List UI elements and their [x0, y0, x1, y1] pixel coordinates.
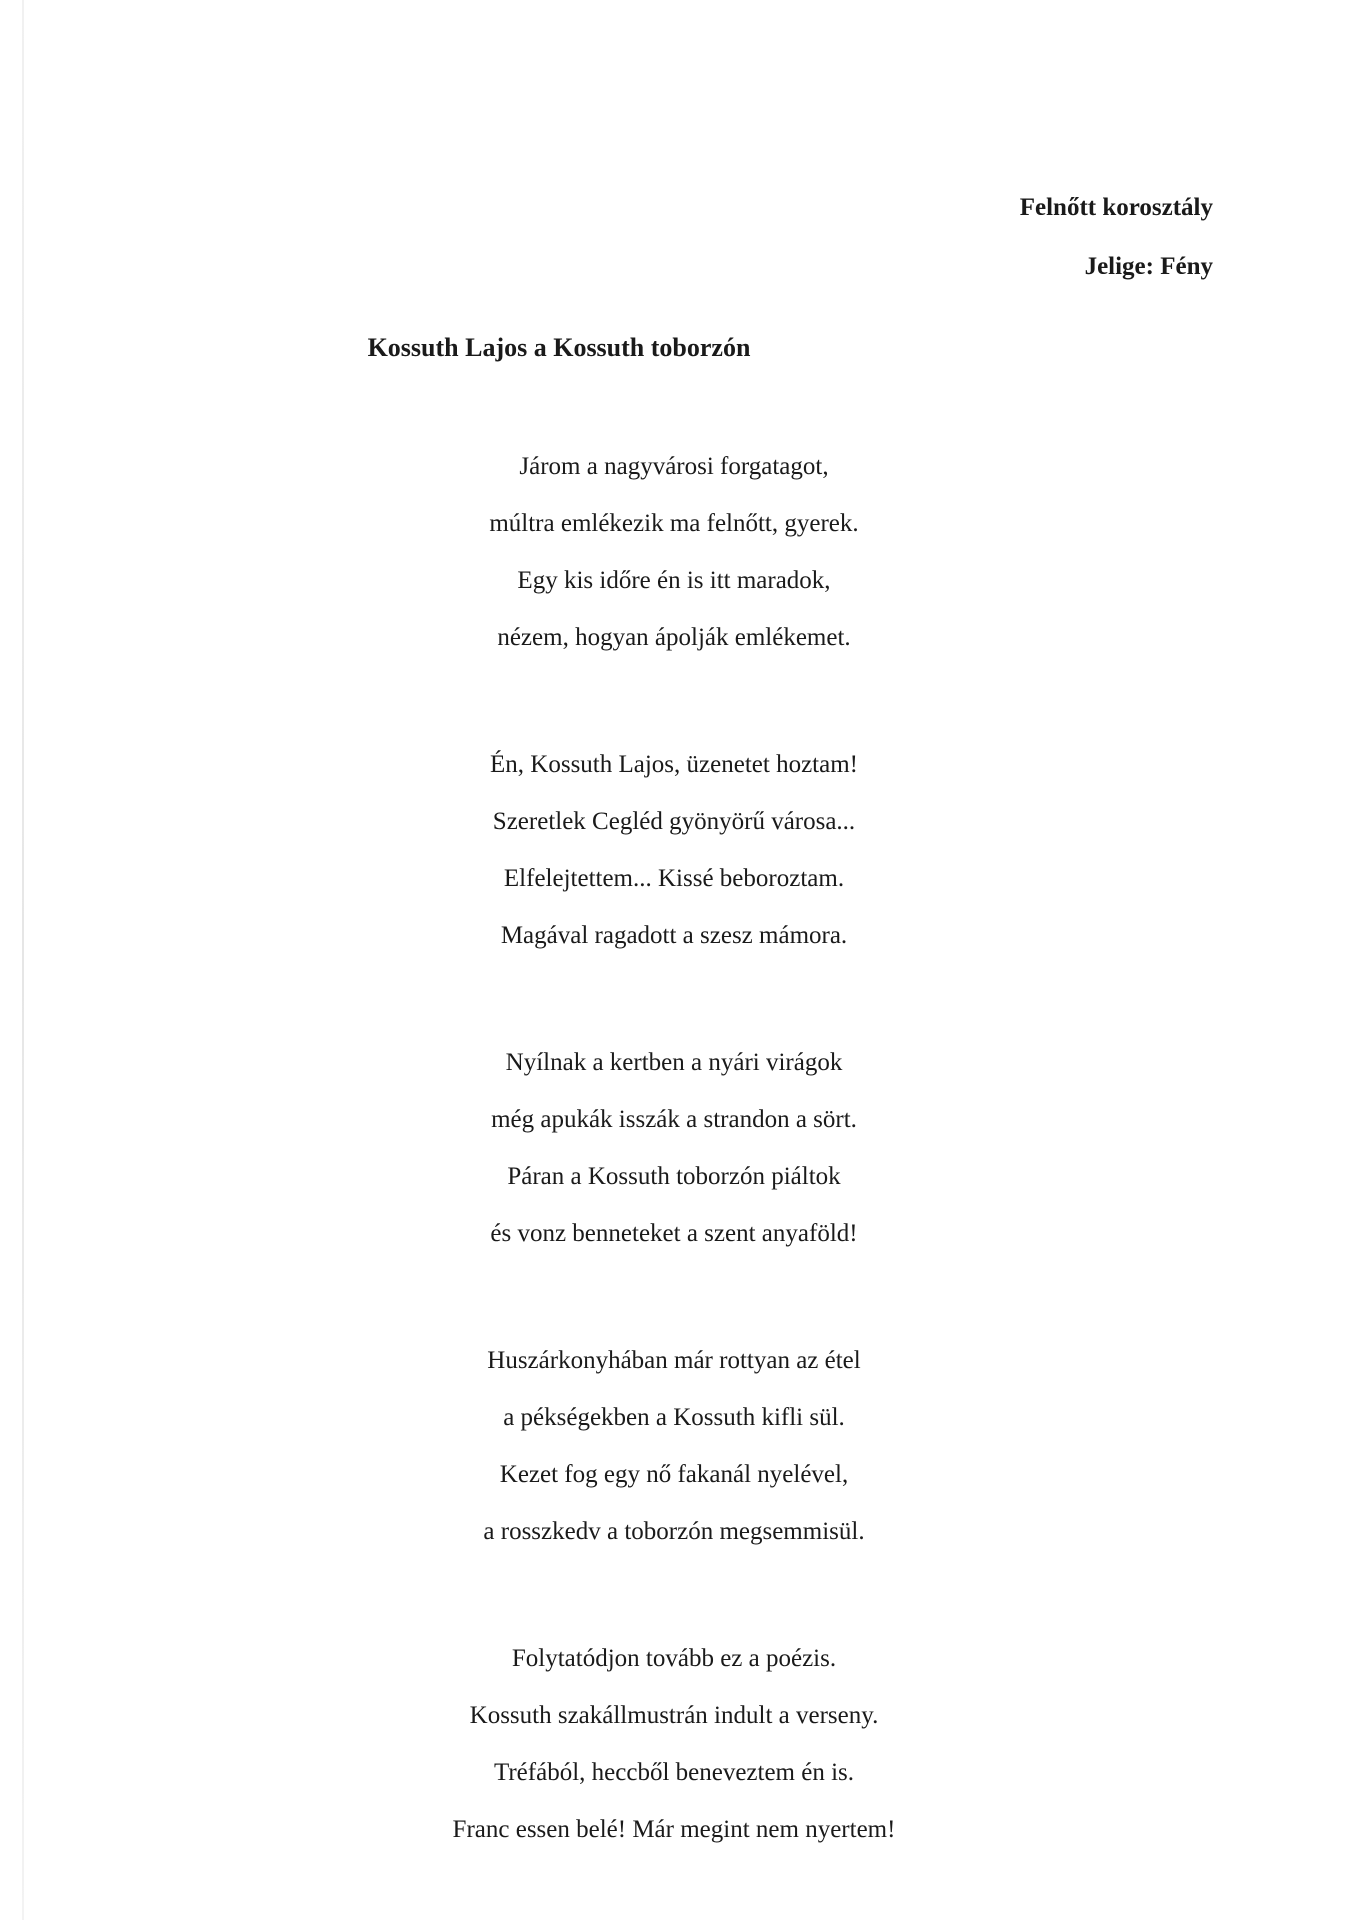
poem-line: Huszárkonyhában már rottyan az étel — [487, 1347, 861, 1374]
age-category: Felnőtt korosztály — [1019, 194, 1213, 221]
poem-title-text: Kossuth Lajos a Kossuth toborzón — [367, 333, 751, 362]
poem-line: Kossuth szakállmustrán indult a verseny. — [469, 1702, 879, 1729]
poem-line: Szeretlek Cegléd gyönyörű városa... — [492, 808, 856, 835]
poem-title — [0, 333, 1358, 363]
poem-line: még apukák isszák a strandon a sört. — [491, 1106, 857, 1133]
poem-line: a pékségekben a Kossuth kifli sül. — [503, 1404, 845, 1431]
poem-line: Páran a Kossuth toborzón piáltok — [507, 1163, 841, 1190]
header-block — [1020, 178, 1213, 296]
stanza-3 — [0, 1034, 1353, 1262]
motto: Jelige: Fény — [1084, 253, 1213, 280]
poem-line: Franc essen belé! Már megint nem nyertem! — [452, 1816, 896, 1843]
poem-line: Egy kis időre én is itt maradok, — [517, 567, 831, 594]
stanza-1 — [0, 438, 1353, 666]
poem-line: Járom a nagyvárosi forgatagot, — [519, 453, 829, 480]
poem-line: Nyílnak a kertben a nyári virágok — [505, 1049, 843, 1076]
poem-line: Elfelejtettem... Kissé beboroztam. — [503, 865, 845, 892]
stanza-2 — [0, 736, 1353, 964]
poem-line: Magával ragadott a szesz mámora. — [500, 922, 848, 949]
poem-line: Folytatódjon tovább ez a poézis. — [511, 1645, 837, 1672]
stanza-5 — [0, 1630, 1353, 1858]
poem-line: Kezet fog egy nő fakanál nyelével, — [499, 1461, 849, 1488]
poem-line: múltra emlékezik ma felnőtt, gyerek. — [489, 510, 859, 537]
poem-line: a rosszkedv a toborzón megsemmisül. — [483, 1518, 865, 1545]
stanza-4 — [0, 1332, 1353, 1560]
poem-line: nézem, hogyan ápolják emlékemet. — [497, 624, 851, 651]
poem-line: Tréfából, heccből beneveztem én is. — [493, 1759, 855, 1786]
poem-line: Én, Kossuth Lajos, üzenetet hoztam! — [490, 751, 858, 778]
poem-body — [0, 438, 1358, 1928]
poem-line: és vonz benneteket a szent anyaföld! — [490, 1220, 858, 1247]
